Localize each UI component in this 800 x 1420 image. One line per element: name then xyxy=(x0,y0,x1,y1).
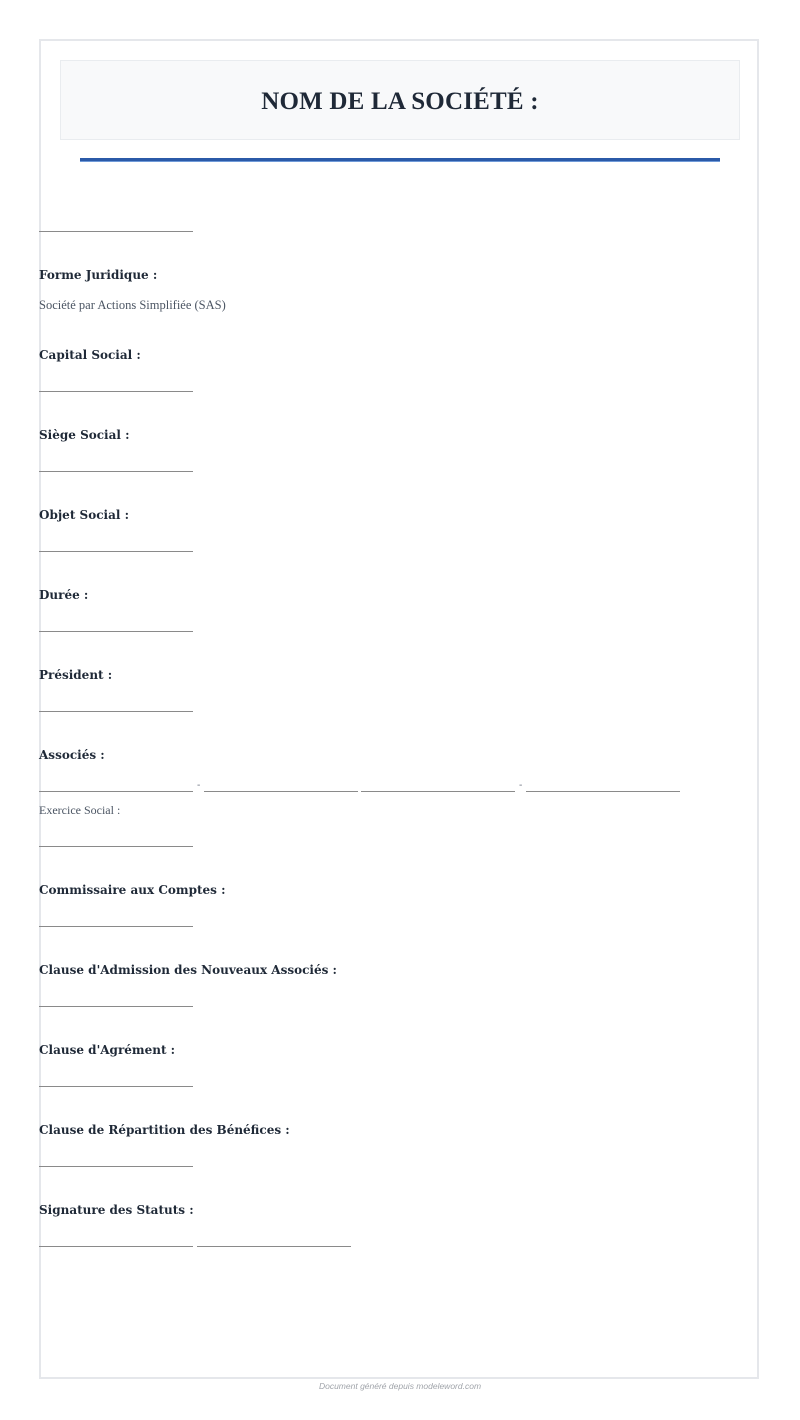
field-blank-clause-repartition[interactable] xyxy=(39,1166,193,1167)
associe-2-detail-blank[interactable] xyxy=(526,791,680,792)
field-label-clause-agrement: Clause d'Agrément : xyxy=(39,1043,176,1057)
field-label-commissaire-aux-comptes: Commissaire aux Comptes : xyxy=(39,883,226,897)
field-label-capital-social: Capital Social : xyxy=(39,348,141,362)
signature-place-blank[interactable] xyxy=(39,1246,193,1247)
company-name-title: NOM DE LA SOCIÉTÉ : xyxy=(261,88,539,115)
header-box xyxy=(60,60,740,140)
field-label-exercice-social: Exercice Social : xyxy=(39,803,121,817)
associe-2-name-blank[interactable] xyxy=(361,791,515,792)
title-separator xyxy=(80,158,720,162)
associe-1-separator: - xyxy=(197,780,201,791)
field-label-president: Président : xyxy=(39,668,113,682)
associe-1-detail-blank[interactable] xyxy=(204,791,358,792)
associe-2-separator: - xyxy=(519,780,523,791)
field-blank-commissaire-aux-comptes[interactable] xyxy=(39,926,193,927)
field-blank-duree[interactable] xyxy=(39,631,193,632)
field-blank-president[interactable] xyxy=(39,711,193,712)
field-blank-clause-admission[interactable] xyxy=(39,1006,193,1007)
field-blank-capital-social[interactable] xyxy=(39,391,193,392)
field-label-objet-social: Objet Social : xyxy=(39,508,130,522)
company-name-blank[interactable] xyxy=(39,231,193,232)
signature-date-blank[interactable] xyxy=(197,1246,351,1247)
field-blank-objet-social[interactable] xyxy=(39,551,193,552)
field-blank-clause-agrement[interactable] xyxy=(39,1086,193,1087)
field-label-associes: Associés : xyxy=(39,748,105,762)
field-label-clause-repartition: Clause de Répartition des Bénéfices : xyxy=(39,1123,290,1137)
footer-credit: Document généré depuis modeleword.com xyxy=(318,1381,482,1391)
associe-1-name-blank[interactable] xyxy=(39,791,193,792)
field-blank-siege-social[interactable] xyxy=(39,471,193,472)
document-page xyxy=(39,39,759,1379)
field-label-duree: Durée : xyxy=(39,588,89,602)
field-value-forme-juridique: Société par Actions Simplifiée (SAS) xyxy=(39,298,226,312)
field-label-forme-juridique: Forme Juridique : xyxy=(39,268,158,282)
field-label-signature-statuts: Signature des Statuts : xyxy=(39,1203,194,1217)
field-label-siege-social: Siège Social : xyxy=(39,428,130,442)
field-label-clause-admission: Clause d'Admission des Nouveaux Associés : xyxy=(39,963,337,977)
field-blank-exercice-social[interactable] xyxy=(39,846,193,847)
